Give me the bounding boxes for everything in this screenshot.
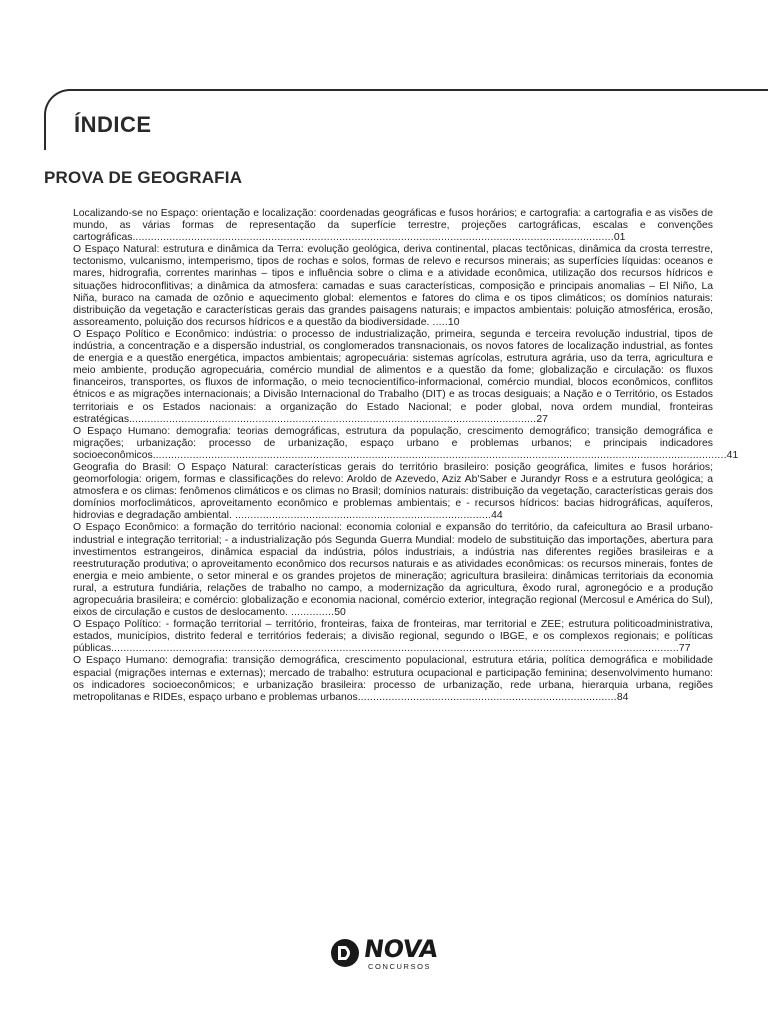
entry-text: O Espaço Humano: demografia: teorias demográficas, estrutura da população, crescimento demográfico; transição demográfica e migrações; urbanização: processo de urbanização, espaço urbano e problemas urbanos; e principais indicadores socioeconômicos. bbox=[73, 425, 713, 461]
nova-logo-icon bbox=[330, 938, 360, 968]
index-entry[interactable]: O Espaço Político: - formação territorial – território, fronteiras, faixa de fronteiras, mar territorial e ZEE; estrutura politicoadministrativa, estados, municípios, distrito federal e territórios federais; a divisão regional, segundo o IBGE, e os complexos regionais; e políticas públicas........................................................................................................................................................................................77 bbox=[73, 619, 713, 655]
entry-page: 84 bbox=[616, 691, 629, 703]
logo-subtitle: CONCURSOS bbox=[368, 962, 432, 971]
index-entry[interactable]: O Espaço Humano: demografia: teorias demográficas, estrutura da população, crescimento demográfico; transição demográfica e migrações; urbanização: processo de urbanização, espaço urbano e problemas urbanos; e principais indicadores socioeconômicos..........................................................................................................................................................................................41 bbox=[73, 425, 739, 461]
page-title: ÍNDICE bbox=[74, 112, 152, 137]
entry-page: 01 bbox=[613, 232, 626, 244]
index-entry[interactable]: O Espaço Econômico: a formação do território nacional: economia colonial e expansão do território, da cafeicultura ao Brasil urbano-industrial e integração territorial; - a industrialização pós Segunda Guerra Mundial: modelo de substituição das importações, abertura para investimentos estrangeiros, dinâmica espacial da indústria, pólos industriais, a indústria nas diferentes regiões brasileiras e a reestruturação produtiva; o aproveitamento econômico dos recursos naturais e as atividades econômicas: os recursos minerais, fontes de energia e meio ambiente, o setor mineral e os grandes projetos de mineração; agricultura brasileira: dinâmicas territoriais da economia rural, a estrutura fundiária, relações de trabalho no campo, a modernização da agricultura, êxodo rural, agronegócio e a produção agropecuária brasileira; e comércio: globalização e economia nacional, comércio exterior, integração regional (Mercosul e América do Sul), eixos de circulação e custos de deslocamento. ..............50 bbox=[73, 522, 713, 619]
entry-text: O Espaço Político: - formação territorial – território, fronteiras, faixa de fronteiras, mar territorial e ZEE; estrutura politicoadministrativa, estados, municípios, distrito federal e territórios federais; a divisão regional, segundo o IBGE, e os complexos regionais; e políticas públicas. bbox=[73, 619, 713, 655]
logo-word: NOVA bbox=[362, 935, 440, 963]
entry-page: 50 bbox=[334, 607, 346, 619]
index-entry[interactable]: O Espaço Humano: demografia: transição demográfica, crescimento populacional, estrutura etária, política demográfica e mobilidade espacial (migrações internas e externas); mercado de trabalho: estrutura ocupacional e participação feminina; desenvolvimento humano: os indicadores socioeconômicos; e urbanização brasileira: processo de urbanização, rede urbana, hierarquia urbana, regiões metropolitanas e RIDEs, espaço urbano e problemas urbanos....................................................................................84 bbox=[73, 655, 713, 703]
entry-text: O Espaço Humano: demografia: transição demográfica, crescimento populacional, estrutura etária, política demográfica e mobilidade espacial (migrações internas e externas); mercado de trabalho: estrutura ocupacional e participação feminina; desenvolvimento humano: os indicadores socioeconômicos; e urbanização brasileira: processo de urbanização, rede urbana, hierarquia urbana, regiões metropolitanas e RIDEs, espaço urbano e problemas urbanos. bbox=[73, 655, 713, 703]
index-entry[interactable]: O Espaço Político e Econômico: indústria: o processo de industrialização, primeira, segunda e terceira revolução industrial, tipos de indústria, a concentração e a dispersão industrial, os conglomerados transnacionais, os novos fatores de localização industrial, as fontes de energia e a questão energética, impactos ambientais; agropecuária: sistemas agrícolas, estrutura agrária, uso da terra, agricultura e meio ambiente, produção agropecuária, comércio mundial de alimentos e a questão da fome; globalização e circulação: os fluxos financeiros, transportes, os fluxos de informação, o meio tecnocientífico-informacional, comércio mundial, blocos econômicos, conflitos étnicos e as migrações internacionais; a Divisão Internacional do Trabalho (DIT) e as trocas desiguais; a Nação e o Território, os Estados territoriais e os Estados nacionais: a organização do Estado Nacional; e poder global, nova ordem mundial, fronteiras estratégicas....................................................................................................................................27 bbox=[73, 328, 713, 425]
index-entry[interactable]: Geografia do Brasil: O Espaço Natural: características gerais do território brasileiro: posição geográfica, limites e fusos horários; geomorfologia: origem, formas e classificações do relevo: Aroldo de Azevedo, Aziz Ab'Saber e Jurandyr Ross e a estrutura geológica; a atmosfera e os climas: fenômenos climáticos e os climas no Brasil; domínios naturais: distribuição da vegetação, características gerais dos domínios morfoclimáticos, aproveitamento econômico e problemas ambientais; e - recursos hídricos: bacias hidrográficas, aquíferos, hidrovias e degradação ambiental. ...................................................................................44 bbox=[73, 461, 713, 522]
entry-text: O Espaço Natural: estrutura e dinâmica da Terra: evolução geológica, deriva continental, placas tectônicas, dinâmica da crosta terrestre, tectonismo, vulcanismo, intemperismo, tipos de rochas e solos, formas de relevo e recursos minerais; as superfícies líquidas: oceanos e mares, hidrografia, correntes marinhas – tipos e influência sobre o clima e a atividade econômica, utilização dos recursos hídricos e situações hidroconflitivas; a dinâmica da atmosfera: camadas e suas características, composição e principais anomalias – El Niño, La Niña, buraco na camada de ozônio e aquecimento global: elementos e fatores do clima e os tipos climáticos; os domínios naturais: distribuição da vegetação e características gerais das grandes paisagens naturais; e impactos ambientais: poluição atmosférica, erosão, assoreamento, poluição dos recursos hídricos e a questão da biodiversidade. bbox=[73, 244, 713, 328]
index-entry[interactable]: O Espaço Natural: estrutura e dinâmica da Terra: evolução geológica, deriva continental, placas tectônicas, dinâmica da crosta terrestre, tectonismo, vulcanismo, intemperismo, tipos de rochas e solos, formas de relevo e recursos minerais; as superfícies líquidas: oceanos e mares, hidrografia, correntes marinhas – tipos e influência sobre o clima e a atividade econômica, utilização dos recursos hídricos e situações hidroconflitivas; a dinâmica da atmosfera: camadas e suas características, composição e principais anomalias – El Niño, La Niña, buraco na camada de ozônio e aquecimento global: elementos e fatores do clima e os tipos climáticos; os domínios naturais: distribuição da vegetação e características gerais das grandes paisagens naturais; e impactos ambientais: poluição atmosférica, erosão, assoreamento, poluição dos recursos hídricos e a questão da biodiversidade. .....10 bbox=[73, 244, 713, 328]
entry-page: 27 bbox=[536, 413, 548, 425]
section-title: PROVA DE GEOGRAFIA bbox=[44, 168, 243, 187]
index-entry[interactable]: Localizando-se no Espaço: orientação e localização: coordenadas geográficas e fusos horários; e cartografia: a cartografia e as visões de mundo, as várias formas de representação da superfície terrestre, projeções cartográficas, escalas e convenções cartográficas............................................................................................................................................................01 bbox=[73, 208, 713, 244]
entry-text: Geografia do Brasil: O Espaço Natural: características gerais do território brasileiro: posição geográfica, limites e fusos horários; geomorfologia: origem, formas e classificações do relevo: Aroldo de Azevedo, Aziz Ab'Saber e Jurandyr Ross e a estrutura geológica; a atmosfera e os climas: fenômenos climáticos e os climas no Brasil; domínios naturais: distribuição da vegetação, características gerais dos domínios morfoclimáticos, aproveitamento econômico e problemas ambientais; e - recursos hídricos: bacias hidrográficas, aquíferos, hidrovias e degradação ambiental. bbox=[73, 461, 713, 522]
entry-text: O Espaço Político e Econômico: indústria: o processo de industrialização, primeira, segunda e terceira revolução industrial, tipos de indústria, a concentração e a dispersão industrial, os conglomerados transnacionais, os novos fatores de localização industrial, as fontes de energia e a questão energética, impactos ambientais; agropecuária: sistemas agrícolas, estrutura agrária, uso da terra, agricultura e meio ambiente, produção agropecuária, comércio mundial de alimentos e a questão da fome; globalização e circulação: os fluxos financeiros, transportes, os fluxos de informação, o meio tecnocientífico-informacional, comércio mundial, blocos econômicos, conflitos étnicos e as migrações internacionais; a Divisão Internacional do Trabalho (DIT) e as trocas desiguais; a Nação e o Território, os Estados territoriais e os Estados nacionais: a organização do Estado Nacional; e poder global, nova ordem mundial, fronteiras estratégicas. bbox=[73, 328, 713, 425]
nova-concursos-logo bbox=[330, 935, 440, 974]
entry-page: 77 bbox=[678, 643, 691, 655]
index-list bbox=[73, 208, 739, 704]
entry-page: 10 bbox=[447, 316, 460, 328]
entry-page: 44 bbox=[491, 510, 503, 522]
entry-text: Localizando-se no Espaço: orientação e localização: coordenadas geográficas e fusos horários; e cartografia: a cartografia e as visões de mundo, as várias formas de representação da superfície terrestre, projeções cartográficas, escalas e convenções cartográficas. bbox=[73, 208, 713, 244]
entry-page: 41 bbox=[726, 449, 739, 461]
entry-text: O Espaço Econômico: a formação do território nacional: economia colonial e expansão do território, da cafeicultura ao Brasil urbano-industrial e integração territorial; - a industrialização pós Segunda Guerra Mundial: modelo de substituição das importações, abertura para investimentos estrangeiros, dinâmica espacial da indústria, pólos industriais, a indústria nas diferentes regiões brasileiras e a reestruturação produtiva; o aproveitamento econômico dos recursos naturais e as atividades econômicas: os recursos minerais, fontes de energia e meio ambiente, o setor mineral e os grandes projetos de mineração; agricultura brasileira: dinâmicas territoriais da economia rural, a estrutura fundiária, relações de trabalho no campo, a modernização da agricultura, êxodo rural, agronegócio e a produção agropecuária brasileira; e comércio: globalização e economia nacional, comércio exterior, integração regional (Mercosul e América do Sul), eixos de circulação e custos de deslocamento. bbox=[73, 522, 713, 619]
